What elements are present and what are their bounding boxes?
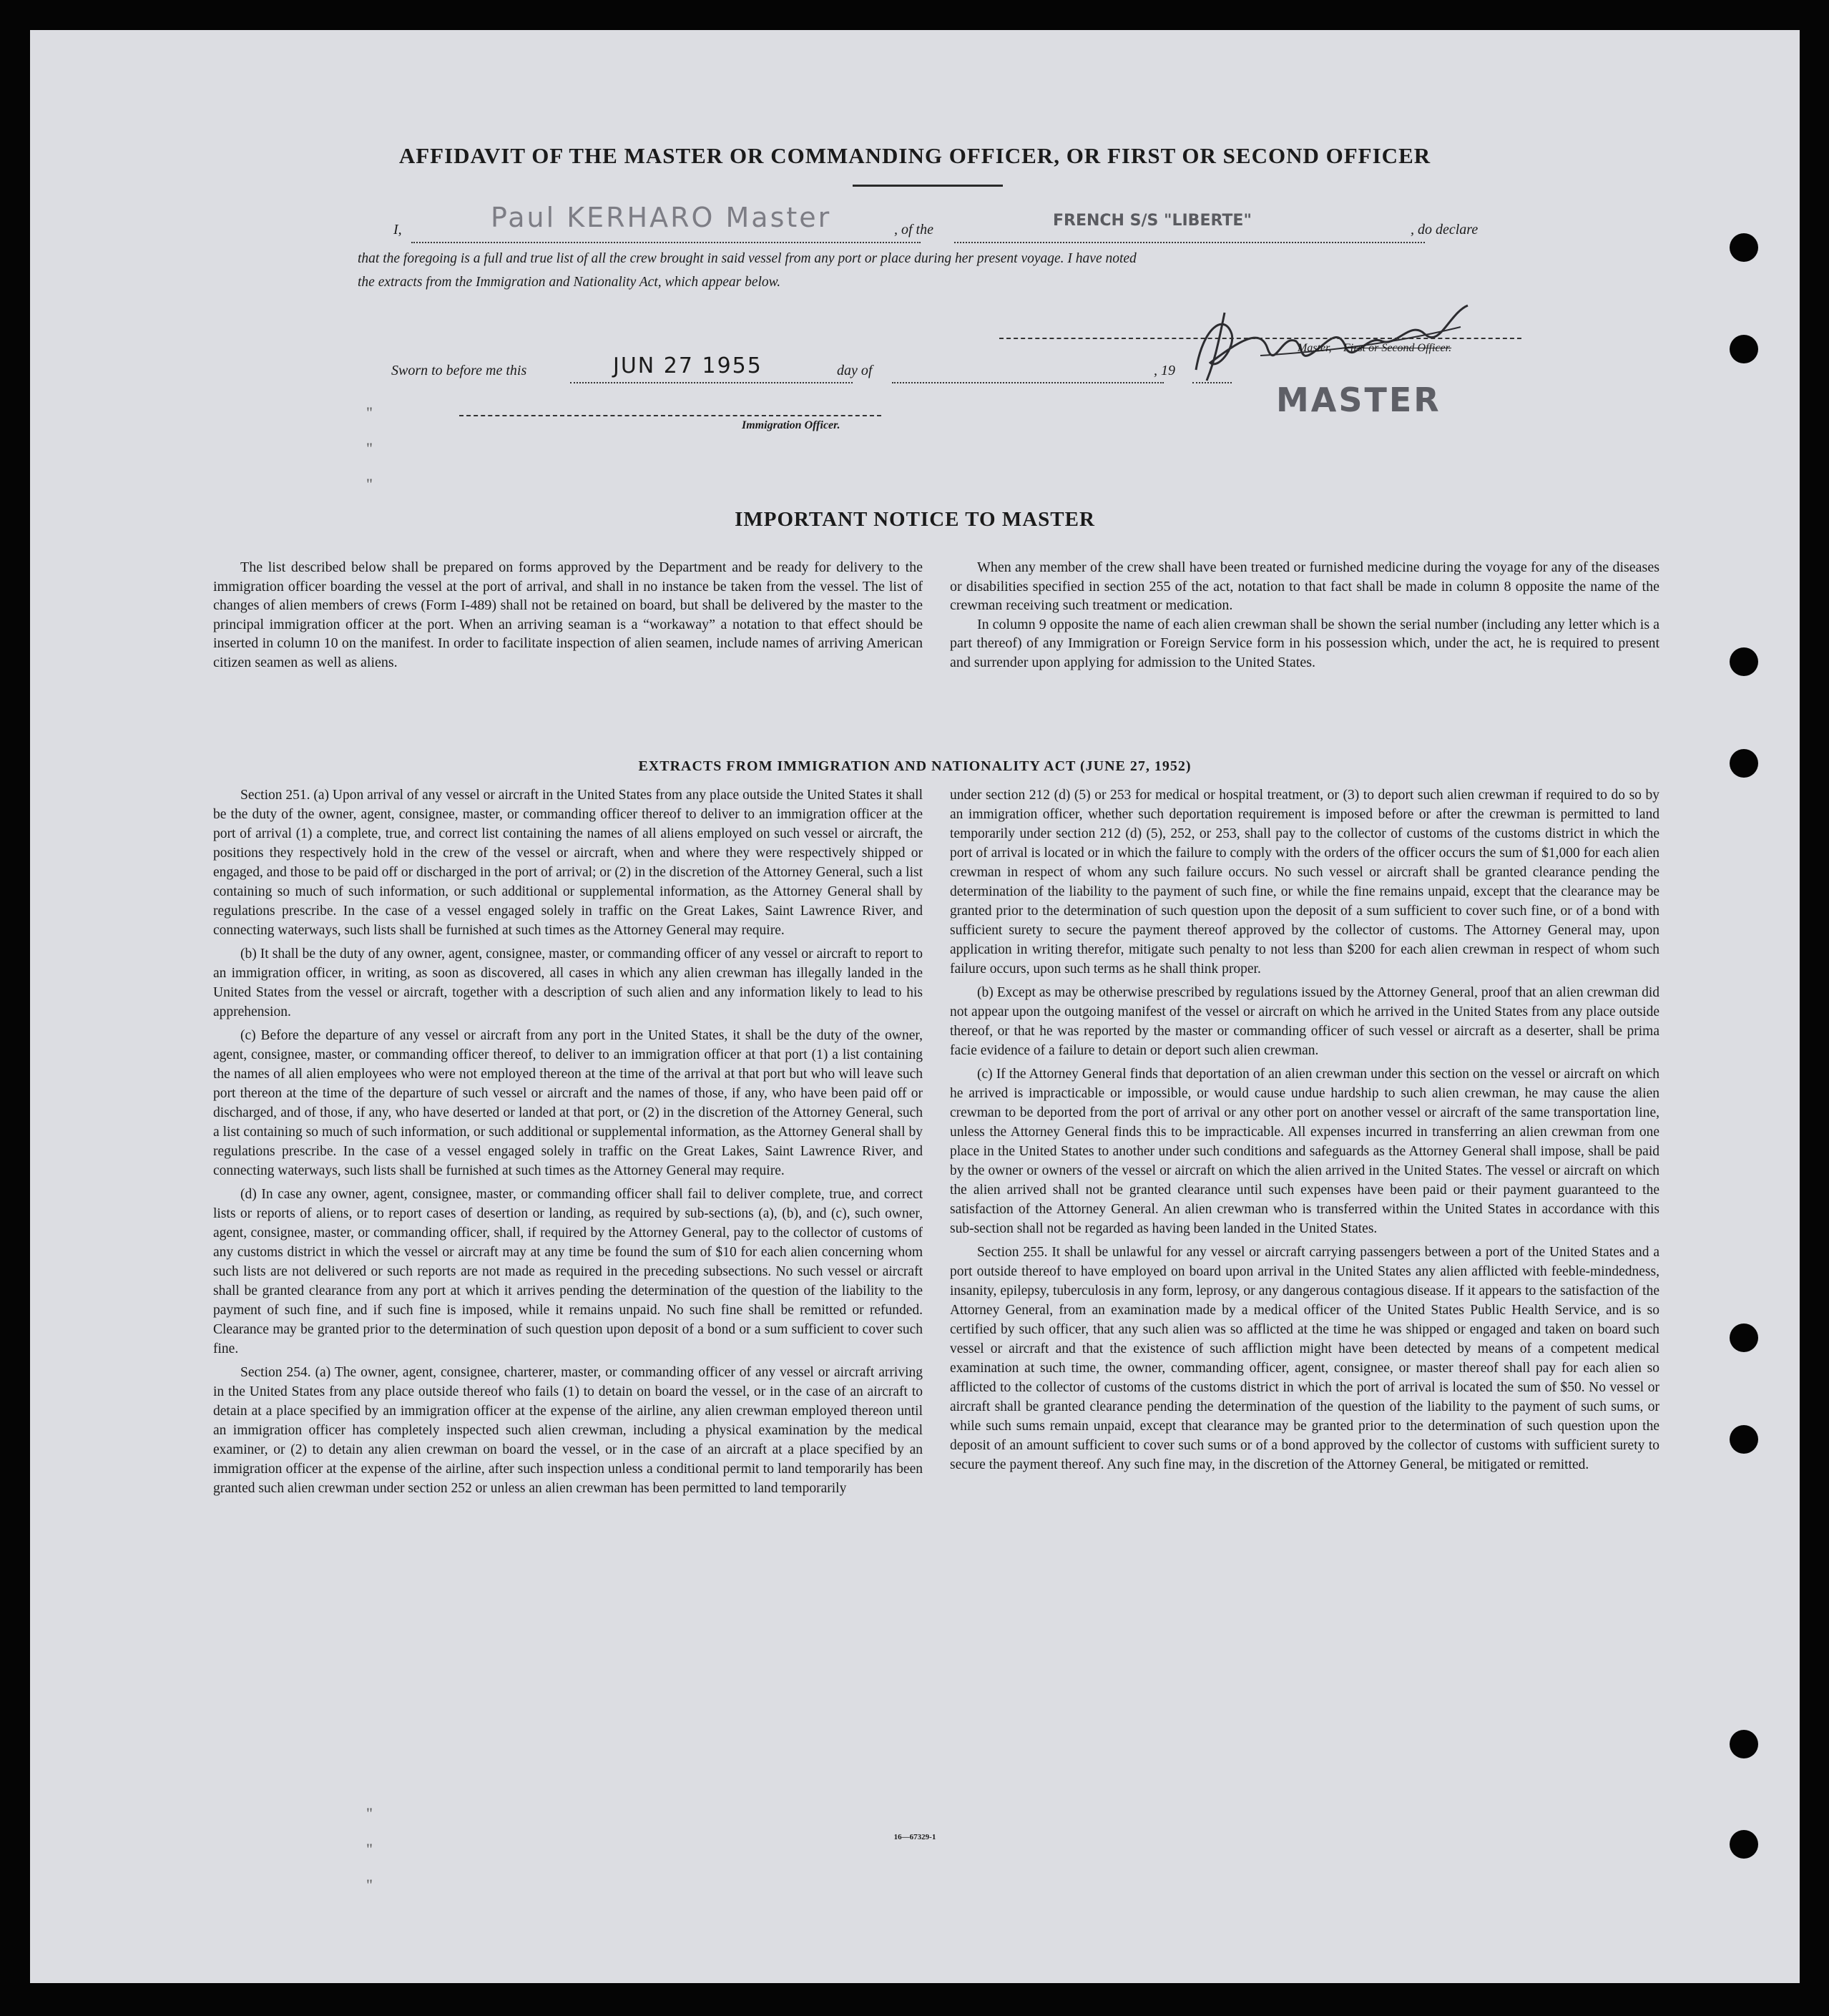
- ditto-mark: ": [366, 1804, 373, 1822]
- extracts-left-column: [213, 786, 923, 1502]
- extracts-right-column: [950, 786, 1659, 1479]
- punch-hole: [1730, 1830, 1758, 1859]
- notice-paragraph: In column 9 opposite the name of each alien crewman shall be shown the serial number (including any letter which is a part thereof) of any Immigration or Foreign Service form in his possession which, under the act, he is required to present and surrender upon applying for admission to the United States.: [950, 616, 1659, 670]
- declaration-line-1: that the foregoing is a full and true list of all the crew brought in said vessel from any port or place during her present voyage. I have noted: [358, 251, 1137, 266]
- notice-paragraph: When any member of the crew shall have been treated or furnished medicine during the voyage for any of the diseases or disabilities specified in section 255 of the act, notation to that fact shall be made in column 8 opposite the name of the crewman receiving such treatment or medication.: [950, 559, 1659, 613]
- extract-paragraph: (c) If the Attorney General finds that deportation of an alien crewman under this section on the vessel or aircraft on which he arrived is impracticable or impossible, or would cause undue hardship to such alien crewman, he may cause the alien crewman to be deported from the port of arrival or any other port on another vessel or aircraft of the same transportation line, unless the Attorney General finds this to be impracticable. All expenses incurred in transferring an alien crewman from one place in the United States to another under such conditions and safeguards as the Attorney General shall impose, shall be paid by the owner or owners of the vessel or aircraft on which the alien arrived in the United States. The vessel or aircraft on which the alien arrived shall not be granted clearance until such expenses have been paid or their payment guaranteed to the satisfaction of the Attorney General. An alien crewman who is transferred within the United States in accordance with this sub-section shall not be regarded as having been landed in the United States.: [950, 1067, 1659, 1236]
- punch-hole: [1730, 1425, 1758, 1454]
- of-the-label: , of the: [894, 222, 933, 238]
- title-underline: [853, 185, 1003, 187]
- master-stamp: MASTER: [1276, 381, 1441, 419]
- ditto-mark: ": [366, 403, 373, 421]
- punch-hole: [1730, 233, 1758, 262]
- ditto-mark: ": [366, 1840, 373, 1858]
- immigration-officer-caption: Immigration Officer.: [742, 419, 840, 431]
- notice-title: IMPORTANT NOTICE TO MASTER: [735, 508, 1095, 531]
- punch-hole: [1730, 1730, 1758, 1758]
- form-number: 16—67329-1: [893, 1833, 936, 1841]
- punch-hole: [1730, 335, 1758, 363]
- punch-hole: [1730, 647, 1758, 676]
- vessel-name-stamp: FRENCH S/S "LIBERTE": [1053, 212, 1252, 230]
- extract-paragraph: (b) It shall be the duty of any owner, agent, consignee, master, or commanding officer of any vessel or aircraft to report to an immigration officer, in writing, as soon as discovered, all cases in which any alien crewman has illegally landed in the United States from the vessel or aircraft, together with a description of such alien and any information likely to lead to his apprehension.: [213, 946, 923, 1019]
- extract-paragraph: Section 251. (a) Upon arrival of any vessel or aircraft in the United States from any place outside the United States it shall be the duty of the owner, agent, consignee, master, or commanding officer thereof to deliver to an immigration officer at the port of arrival (1) a complete, true, and correct list containing the names of all aliens employed on such vessel or aircraft, the positions they respectively hold in the crew of the vessel or aircraft, when and where they were respectively shipped or engaged, and those to be paid off or discharged in the port of arrival; or (2) in the discretion of the Attorney General, such a list containing so much of such information, or such additional or supplemental information, as the Attorney General shall by regulations prescribe. In the case of a vessel engaged solely in traffic on the Great Lakes, Saint Lawrence River, and connecting waterways, such lists shall be furnished at such times as the Attorney General may require.: [213, 788, 923, 938]
- punch-hole: [1730, 749, 1758, 778]
- extract-paragraph: (b) Except as may be otherwise prescribed by regulations issued by the Attorney General, proof that an alien crewman did not appear upon the outgoing manifest of the vessel or aircraft on which he arrived in the United States from any place outside thereof, or that he was reported by the master or commanding officer of such vessel or aircraft as a deserter, shall be prima facie evidence of a failure to detain or deport such alien crewman.: [950, 985, 1659, 1058]
- do-declare-label: , do declare: [1411, 222, 1479, 238]
- affidavit-title: AFFIDAVIT OF THE MASTER OR COMMANDING OFFICER, OR FIRST OR SECOND OFFICER: [398, 143, 1431, 168]
- year-line: [1192, 382, 1232, 383]
- immigration-officer-line: [459, 415, 881, 416]
- year-prefix: , 19: [1154, 363, 1175, 378]
- i-label: I,: [393, 222, 402, 238]
- notice-left-column: [213, 558, 923, 676]
- ditto-mark: ": [366, 1876, 373, 1894]
- month-line: [892, 382, 1164, 383]
- sworn-label: Sworn to before me this: [391, 363, 527, 378]
- document-page: [30, 30, 1800, 1983]
- vessel-field-line: [954, 242, 1425, 243]
- extract-paragraph: Section 254. (a) The owner, agent, consignee, charterer, master, or commanding officer of any vessel or aircraft arriving in the United States from any place outside thereof who fails (1) to detain on board the vessel, or in the case of an aircraft to detain at a place specified by an immigration officer at the expense of the airline, any alien crewman employed thereon until an immigration officer has completely inspected such alien crewman, including a physical examination by the medical examiner, or (2) to detain any alien crewman on board the vessel, or in the case of an aircraft at a place specified by an immigration officer at the expense of the airline, after such inspection unless a conditional permit to land temporarily has been granted such alien crewman under section 252 or unless an alien crewman has been permitted to land temporarily: [213, 1365, 923, 1496]
- sworn-date-stamp: JUN 27 1955: [613, 353, 763, 378]
- ditto-mark: ": [366, 439, 373, 457]
- notice-paragraph: The list described below shall be prepared on forms approved by the Department and be ready for delivery to the immigration officer boarding the vessel at the port of arrival, and shall in no instance be taken from the vessel. The list of changes of alien members of crews (Form I-489) shall not be retained on board, but shall be delivered by the master to the principal immigration officer at the port. When an arriving seaman is a “workaway” a notation to that effect should be inserted in column 10 on the manifest. In order to facilitate inspection of alien seamen, include names of arriving American citizen seamen as well as aliens.: [213, 559, 923, 670]
- signature-caption-struck: First or Second Officer.: [1343, 342, 1452, 354]
- extract-paragraph: (c) Before the departure of any vessel or aircraft from any port in the United States, it shall be the duty of the owner, agent, consignee, master, or commanding officer thereof, to deliver to an immigration officer at that port (1) a list containing the names of all alien employees who were not employed thereon at the time of the arrival at that port but who will leave such port thereon at the time of the departure of such vessel or aircraft and the names of those, if any, who have been paid off or discharged, and of those, if any, who have deserted or landed at that port, or (2) in the discretion of the Attorney General, such a list containing so much of such information, or such additional or supplemental information, as the Attorney General shall by regulations prescribe. In the case of a vessel engaged solely in traffic on the Great Lakes, Saint Lawrence River, and connecting waterways, such lists shall be furnished at such times as the Attorney General may require.: [213, 1028, 923, 1178]
- master-name-typed: Paul KERHARO Master: [491, 202, 832, 233]
- extracts-title: EXTRACTS FROM IMMIGRATION AND NATIONALITY ACT (JUNE 27, 1952): [638, 758, 1192, 774]
- signature-caption-master: Master,: [1298, 342, 1332, 354]
- declaration-line-2: the extracts from the Immigration and Nationality Act, which appear below.: [358, 275, 781, 290]
- signature-line: [999, 338, 1521, 339]
- extract-paragraph: Section 255. It shall be unlawful for any vessel or aircraft carrying passengers between a port of the United States and a port outside thereof to have employed on board upon arrival in the United States any alien afflicted with feeble-mindedness, insanity, epilepsy, tuberculosis in any form, leprosy, or any dangerous contagious disease. If it appears to the satisfaction of the Attorney General, from an examination made by a medical officer of the United States Public Health Service, and is so certified by such officer, that any such alien was so afflicted at the time he was shipped or engaged and taken on board such vessel or aircraft and that the existence of such affliction might have been detected by means of a competent medical examination at such time, the owner, commanding officer, agent, consignee, or master thereof shall pay for each alien so afflicted to the collector of customs of the customs district in which the port of arrival is located the sum of $50. No vessel or aircraft shall be granted clearance pending the determination of the question of the liability to the payment of such sums, or while such sums remain unpaid, except that clearance may be granted prior to the determination of such question upon the deposit of an amount sufficient to cover such sums or of a bond approved by the collector of customs with sufficient surety to secure the payment thereof. Any such fine may, in the discretion of the Attorney General, be mitigated or remitted.: [950, 1245, 1659, 1472]
- day-of-label: day of: [837, 363, 873, 378]
- notice-right-column: [950, 558, 1659, 676]
- name-field-line: [411, 242, 921, 243]
- ditto-mark: ": [366, 475, 373, 493]
- punch-hole: [1730, 1323, 1758, 1352]
- extract-paragraph: (d) In case any owner, agent, consignee, master, or commanding officer shall fail to deliver complete, true, and correct lists or reports of aliens, or to report cases of desertion or landing, as required by sub-sections (a), (b), and (c), such owner, agent, consignee, master, or commanding officer, shall, if required by the Attorney General, pay to the collector of customs of any customs district in which the vessel or aircraft may at any time be found the sum of $10 for each alien concerning whom such lists are not delivered or such reports are not made as required in the preceding subsections. No such vessel or aircraft shall be granted clearance from any port at which it arrives pending the determination of the question of the liability to the payment of such fine, and if such fine is imposed, while it remains unpaid. No such fine shall be remitted or refunded. Clearance may be granted prior to the determination of such question upon deposit of a bond or a sum sufficient to cover such fine.: [213, 1187, 923, 1356]
- sworn-date-line: [570, 382, 853, 383]
- extract-paragraph: under section 212 (d) (5) or 253 for medical or hospital treatment, or (3) to deport such alien crewman if required to do so by an immigration officer, whether such deportation requirement is imposed before or after the crewman is permitted to land temporarily under section 212 (d) (5), 252, or 253, shall pay to the collector of customs of the customs district in which the port of arrival is located or in which the failure to comply with the orders of the officer occurs the sum of $1,000 for each alien crewman in respect of whom any such failure occurs. No such vessel or aircraft shall be granted clearance pending the determination of the liability to the payment of such fine, or while the fine remains unpaid, except that the clearance may be granted prior to the determination of such question upon the deposit of a sum sufficient to cover such fine, or of a bond with sufficient surety to secure the payment thereof approved by the collector of customs. The Attorney General may, upon application in writing therefor, mitigate such penalty to not less than $200 for each alien crewman in respect of whom such failure occurs, upon such terms as he shall think proper.: [950, 788, 1659, 977]
